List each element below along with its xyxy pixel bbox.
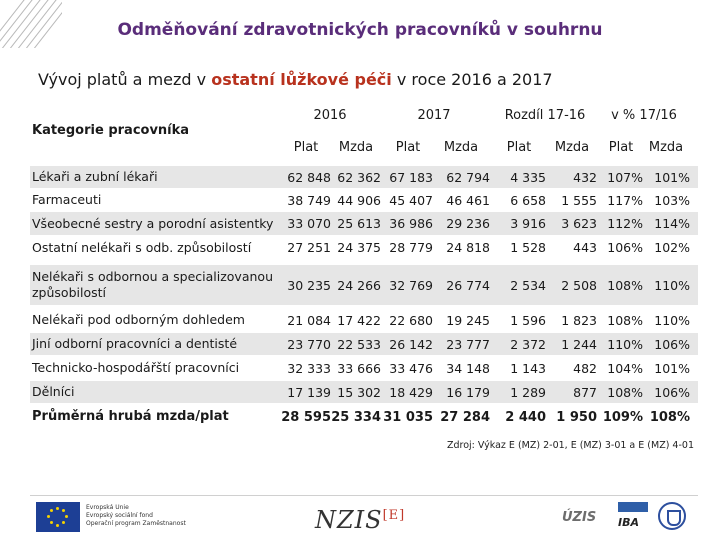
row-category: Technicko-hospodářští pracovníci — [32, 360, 240, 375]
row-value: 109% — [602, 409, 643, 425]
row-value: 16 179 — [446, 384, 490, 400]
row-category: Nelékaři s odbornou a specializovanou způsobilostí — [32, 269, 273, 300]
subheader-plat-2016: Plat — [293, 140, 319, 155]
subheader-mzda-2016: Mzda — [338, 140, 374, 155]
row-value: 2 372 — [510, 336, 546, 352]
row-category: Lékaři a zubní lékaři — [32, 169, 158, 184]
row-value: 106% — [654, 336, 690, 352]
row-value: 22 533 — [337, 336, 381, 352]
row-value: 1 823 — [561, 312, 597, 328]
row-value: 6 658 — [510, 192, 546, 208]
row-category: Dělníci — [32, 384, 75, 399]
row-value: 103% — [654, 192, 690, 208]
row-value: 3 623 — [561, 216, 597, 231]
row-value: 114% — [654, 216, 690, 231]
row-value: 44 906 — [337, 192, 381, 208]
row-value: 34 148 — [446, 360, 490, 376]
row-value: 482 — [573, 360, 597, 376]
table-row — [30, 265, 698, 305]
row-value: 23 770 — [287, 336, 331, 352]
eu-line: Evropská Unie — [86, 504, 129, 511]
table-row — [30, 333, 698, 355]
row-value: 32 769 — [389, 277, 433, 293]
row-value: 17 422 — [337, 312, 381, 328]
row-value: 23 777 — [446, 336, 490, 352]
row-category: Nelékaři pod odborným dohledem — [32, 312, 245, 327]
row-value: 24 266 — [337, 277, 381, 293]
row-value: 46 461 — [446, 192, 490, 208]
table-row — [30, 309, 698, 331]
table-row — [30, 236, 698, 259]
row-value: 17 139 — [287, 384, 331, 400]
row-value: 1 528 — [510, 240, 546, 255]
row-value: 15 302 — [337, 384, 381, 400]
row-value: 36 986 — [389, 216, 433, 231]
table-subtitle — [38, 70, 553, 89]
row-category: Jiní odborní pracovníci a dentisté — [32, 336, 238, 351]
row-value: 19 245 — [446, 312, 490, 328]
row-value: 101% — [654, 360, 690, 376]
subheader-plat-2017: Plat — [395, 140, 421, 155]
table-row — [30, 212, 698, 235]
row-value: 106% — [607, 240, 643, 255]
row-value: 4 335 — [510, 169, 546, 185]
row-category: Všeobecné sestry a porodní asistentky — [32, 215, 274, 231]
row-value: 112% — [607, 216, 643, 231]
row-value: 443 — [573, 240, 597, 255]
row-value: 62 362 — [337, 169, 381, 185]
row-value: 108% — [607, 384, 643, 400]
row-value: 432 — [573, 169, 597, 185]
nzis-logo — [315, 506, 405, 534]
category-column-header: Kategorie pracovníka — [32, 123, 190, 138]
row-value: 110% — [654, 312, 690, 328]
row-value: 33 476 — [389, 360, 433, 376]
eu-line: Evropský sociální fond — [86, 512, 153, 519]
row-value: 3 916 — [510, 216, 546, 231]
subheader-plat-diff: Plat — [506, 140, 532, 155]
header-percent: v % 17/16 — [611, 108, 677, 123]
row-value: 33 070 — [287, 216, 331, 231]
nzis-logo-text: NZIS — [315, 506, 383, 534]
row-value: 26 142 — [389, 336, 433, 352]
row-value: 38 749 — [287, 192, 331, 208]
row-value: 106% — [654, 384, 690, 400]
table-row-total — [30, 405, 698, 429]
row-value: 62 848 — [287, 169, 331, 185]
row-value: 117% — [607, 192, 643, 208]
row-value: 108% — [649, 409, 690, 425]
row-category: Farmaceuti — [32, 192, 102, 207]
row-value: 2 508 — [561, 277, 597, 293]
iba-logo — [618, 502, 648, 532]
row-category: Ostatní nelékaři s odb. způsobilostí — [32, 239, 252, 255]
row-value: 31 035 — [383, 409, 433, 425]
row-value: 101% — [654, 169, 690, 185]
subheader-mzda-2017: Mzda — [443, 140, 479, 155]
row-value: 30 235 — [287, 277, 331, 293]
table-row — [30, 357, 698, 379]
row-value: 18 429 — [389, 384, 433, 400]
row-value: 1 289 — [510, 384, 546, 400]
eu-line: Operační program Zaměstnanost — [86, 520, 186, 527]
row-value: 1 143 — [510, 360, 546, 376]
row-value: 45 407 — [389, 192, 433, 208]
footer-divider — [30, 495, 698, 496]
subtitle-suffix: v roce 2016 a 2017 — [391, 70, 553, 89]
iba-logo-bar — [618, 502, 648, 512]
row-value: 27 284 — [440, 409, 490, 425]
row-value: 62 794 — [446, 169, 490, 185]
row-value: 26 774 — [446, 277, 490, 293]
subtitle-prefix: Vývoj platů a mezd v — [38, 70, 212, 89]
row-value: 102% — [654, 240, 690, 255]
header-2017: 2017 — [417, 108, 451, 123]
eu-text — [86, 504, 186, 528]
row-value: 1 596 — [510, 312, 546, 328]
row-value: 33 666 — [337, 360, 381, 376]
table-row — [30, 166, 698, 188]
row-value: 108% — [607, 312, 643, 328]
row-value: 2 534 — [510, 277, 546, 293]
subheader-mzda-pct: Mzda — [648, 140, 684, 155]
row-value: 1 244 — [561, 336, 597, 352]
row-value: 110% — [654, 277, 690, 293]
row-value: 32 333 — [287, 360, 331, 376]
row-value: 27 251 — [287, 240, 331, 255]
row-value: 29 236 — [446, 216, 490, 231]
source-note: Zdroj: Výkaz E (MZ) 2-01, E (MZ) 3-01 a E (MZ) 4-01 — [447, 440, 694, 451]
row-value: 28 779 — [389, 240, 433, 255]
header-2016: 2016 — [313, 108, 347, 123]
slide-title: Odměňování zdravotnických pracovníků v souhrnu — [117, 20, 603, 40]
subtitle-highlight: ostatní lůžkové péči — [211, 70, 392, 89]
row-category: Průměrná hrubá mzda/plat — [32, 409, 229, 424]
table-row — [30, 189, 698, 211]
table-row — [30, 381, 698, 403]
row-value: 2 440 — [505, 409, 546, 425]
row-value: 107% — [607, 169, 643, 185]
subheader-mzda-diff: Mzda — [554, 140, 590, 155]
subheader-plat-pct: Plat — [608, 140, 634, 155]
uzis-logo: ÚZIS — [562, 510, 597, 525]
row-value: 25 334 — [331, 409, 381, 425]
row-value: 877 — [573, 384, 597, 400]
row-value: 108% — [607, 277, 643, 293]
row-value: 110% — [607, 336, 643, 352]
row-value: 104% — [607, 360, 643, 376]
university-seal-logo — [658, 502, 686, 530]
row-value: 25 613 — [337, 216, 381, 231]
iba-logo-text: IBA — [618, 516, 639, 529]
row-value: 24 375 — [337, 240, 381, 255]
row-value: 67 183 — [389, 169, 433, 185]
row-value: 24 818 — [446, 240, 490, 255]
row-value: 1 555 — [561, 192, 597, 208]
row-value: 21 084 — [287, 312, 331, 328]
row-value: 1 950 — [556, 409, 597, 425]
eu-flag-logo — [36, 502, 80, 532]
row-value: 28 595 — [281, 409, 331, 425]
row-value: 22 680 — [389, 312, 433, 328]
nzis-logo-mark: [E] — [382, 508, 406, 523]
header-difference: Rozdíl 17-16 — [504, 108, 586, 123]
